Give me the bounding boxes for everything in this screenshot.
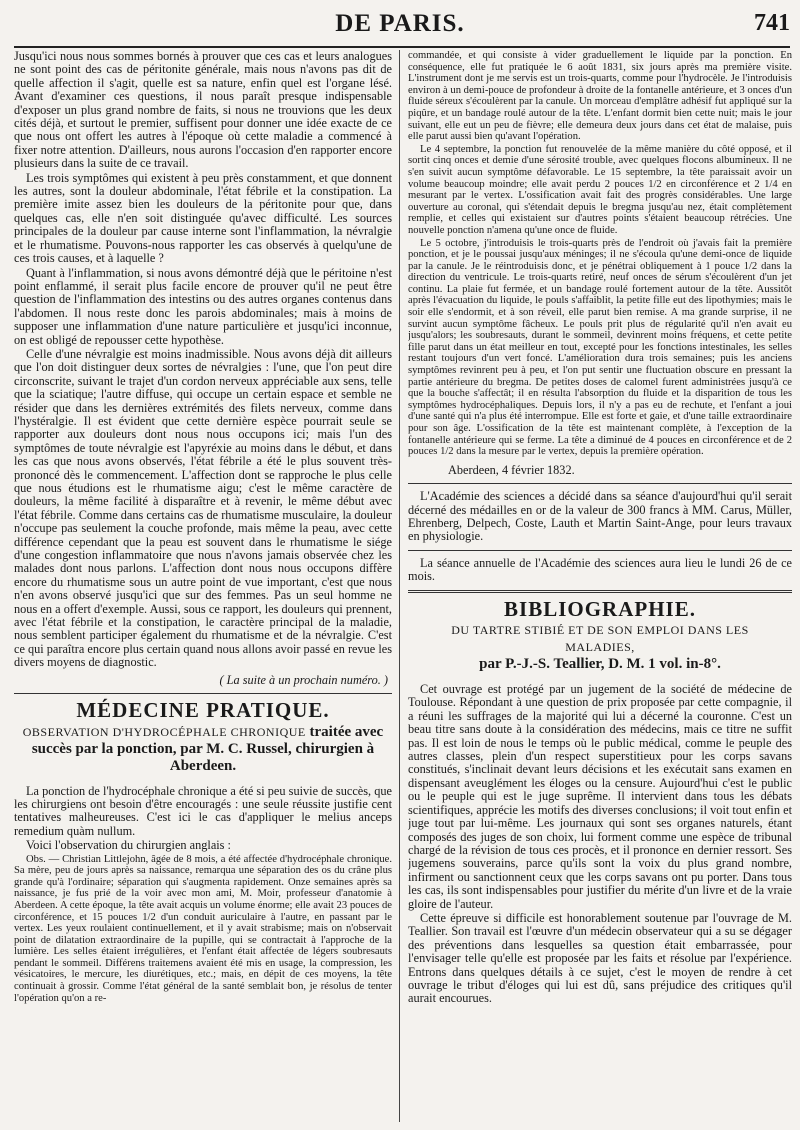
right-column — [408, 50, 792, 1122]
section-divider — [408, 483, 792, 484]
paragraph: Cette épreuve si difficile est honorablement soutenue par l'ouvrage de M. Teallier. Son travail est l'œuvre d'un médecin observateur qui a su se dégager des préventions dans lesquelles sa question était embarrassée, pour l'envisager telle qu'elle est proposée par les faits et résolue par l'expérience. Entrons dans quelques détails à ce sujet, c'est le moyen de rendre à cet ouvrage le tribut d'éloges qui lui est dû, sans préjudice des critiques qu'il aurait encourues. — [408, 910, 792, 1006]
book-title-main: par P.-J.-S. Teallier, D. M. 1 vol. in-8°. — [479, 656, 721, 673]
left-column — [14, 50, 392, 1122]
page-header — [0, 0, 800, 44]
observation-continued — [408, 50, 792, 458]
book-title-small: DU TARTRE STIBIÉ ET DE SON EMPLOI DANS LES MALADIES, — [451, 623, 749, 655]
paragraph: Voici l'observation du chirurgien anglais : — [26, 838, 231, 853]
paragraph: Celle d'une névralgie est moins inadmissible. Nous avons déjà dit ailleurs que l'on doit distinguer deux sortes de névralgies : l'une, que l'on peut dire circonscrite, suivant le trajet d'un cordon nerveux appréciable aux sens, telle que la sciatique; l'autre diffuse, qui occupe un certain espace et semble ne résider que dans les dernières extrémités des filets nerveux, comme dans l'hystéralgie. Il est évident que cette dernière espèce pourrait seule se rapporter aux douleurs dont nous nous occupons ici; mais l'un des symptômes de toute névralgie est l'apyréxie au moins dans le début, et dans les cas que nous avons observés, l'état fébrile a été le plus souvent très-prononcé dès le commencement. L'affection dont se rapproche le plus celle que nous étudions est le rhumatisme aigu; c'est le même caractère de douleurs, la même facilité à disparaître et à revenir, le même début avec l'état fébrile. Comme dans certains cas de rhumatisme musculaire, la douleur n'occupe pas seulement la couche profonde, mais même la peau, avec cette différence cependant que la peau est souvent dans le rhumatisme le siége d'une congestion inflammatoire que nous n'avons jamais observée chez les malades dont nous parlons. L'affection dont nous nous occupons diffère encore du rhumatisme sous un autre point de vue important, c'est que nous n'en avons observé jusqu'ici que sur des femmes. Pas un seul homme ne nous en a offert d'exemple. Aussi, sous ce rapport, les douleurs qui prennent, avec l'état fébrile et la constipation, le caractère principal de la maladie, nous semblent participer également du rhumatisme et de la névralgie. C'est ce qui paraîtra encore plus certain quand nous allons avoir passé en revue les divers moyens de diagnostic. — [14, 346, 392, 670]
academy-session-notice: La séance annuelle de l'Académie des sciences aura lieu le lundi 26 de ce mois. — [408, 555, 792, 584]
article-title-small: OBSERVATION D'HYDROCÉPHALE CHRONIQUE — [22, 724, 306, 739]
paragraph: La ponction de l'hydrocéphale chronique a été si peu suivie de succès, que les chirurgiens ont besoin d'être encouragés : une seule réussite justifie cent tentatives malheureuses. C'est ici le cas d'appliquer le melius anceps remedium quàm nullum. — [14, 783, 392, 838]
section-divider — [408, 590, 792, 593]
observation-text: Obs. — Christian Littlejohn, âgée de 8 mois, a été affectée d'hydrocéphale chronique. Sa mère, peu de jours après sa naissance, remarqua une séparation des os du crâne plus grande qu'à l'ordinaire; séparation qui s'augmenta rapidement. Onze semaines après sa naissance, je fus prié de la voir avec mon ami, M. Moir, professeur d'anatomie à Aberdeen. A cette époque, la tête avait acquis un volume énorme; elle avait 23 pouces de circonférence, et 15 pouces 1/2 d'un conduit auriculaire à l'autre, en passant par le vertex. Les yeux roulaient continuellement, et il y avait strabisme; mais on n'observait point de dilatation extraordinaire de la pupille, qui se contractait à l'approche de la lumière. Les selles étaient irrégulières, et l'enfant était affectée de légers soubresauts pendant le sommeil. Différens traitemens avaient été mis en usage, la compression, les vésicatoires, le mercure, les diurétiques, etc.; mais, en dépit de ces moyens, la tête continuait à grossir. Comme l'état général de la santé semblait bon, je résolus de tenter l'opération qu'on a re- — [14, 853, 392, 1004]
observation-block — [14, 854, 392, 1005]
article-title — [22, 724, 384, 775]
dateline: Aberdeen, 4 février 1832. — [448, 462, 575, 477]
observation-paragraph: commandée, et qui consiste à vider graduellement le liquide par la ponction. En conséquence, elle fut pratiquée le 6 août 1831, six jours après ma première visite. L'instrument dont je me servis est un trois-quarts, comme pour l'hydrocèle. Je l'introduisis environ à un demi-pouce de profondeur à droite de la fontanelle antérieure, et 3 onces d'un fluide séreux s'écoulèrent par la canule. Un morceau d'emplâtre adhésif fut appliqué sur la piqûre, et un bandage roulé autour de la tête. L'enfant dormit bien cette nuit; mais le jour suivant, elle eut un peu de fièvre; elle demeura deux jours dans cet état de malaise, puis elle parut aussi bien qu'avant l'opération. — [408, 50, 792, 143]
section-title-bibliographie: BIBLIOGRAPHIE. — [504, 596, 696, 621]
header-rule — [14, 46, 790, 48]
book-title — [416, 622, 784, 673]
article-title-main: traitée avec succès par la ponction, par M. C. Russel, chirurgien à Aberdeen. — [31, 723, 384, 774]
column-divider — [399, 50, 400, 1122]
paragraph: Jusqu'ici nous nous sommes bornés à prouver que ces cas et leurs analogues ne sont point des cas de péritonite générale, mais nous n'avons pas dit de quelle affection il s'agit, quelle est sa nature, enfin quel est l'organe lésé. Avant d'examiner ces questions, il nous paraît presque indispensable d'exposer un plus grand nombre de faits, si nous ne trouvions que les deux cités déjà, et surtout le premier, suffisent pour donner une idée exacte de ce que nous ont offert les autres à l'époque où cette maladie a commencé à fixer notre attention. D'ailleurs, nous aurons l'occasion d'en rapporter encore plusieurs dans la suite de ce travail. — [14, 50, 392, 171]
paragraph: Les trois symptômes qui existent à peu près constamment, et que donnent les autres, sont la douleur abdominale, l'état fébrile et la constipation. La première imite assez bien les douleurs de la péritonite pour que, dans quelques cas, elle n'en soit distinguée qu'avec difficulté. Les sources principales de la douleur par cause interne sont l'inflammation, la névralgie et le rhumatisme. Pouvons-nous rapporter les cas observés à quelqu'une de ces trois causes, et à laquelle ? — [14, 170, 392, 266]
running-title: DE PARIS. — [335, 10, 465, 37]
observation-paragraph: Le 4 septembre, la ponction fut renouvelée de la même manière du côté opposé, et il sortit cinq onces et demie d'une sérosité trouble, avec quelques flocons albumineux. Il ne s'en suivit aucun symptôme défavorable. Le 15 septembre, la tête paraissait avoir un volume beaucoup moindre; elle avait perdu 2 pouces 1/2 en circonférence et 2 1/4 en mesurant par le vertex. L'ossification avait fait des progrès considérables. Une large ouverture au coronal, qui s'étendait depuis le bregma jusqu'au nez, était complètement remplie, et celles qui existaient sur d'autres points s'étaient beaucoup rétrécies. Une nouvelle ponction n'amena qu'une once de fluide. — [408, 143, 792, 236]
paragraph: Quant à l'inflammation, si nous avons démontré déjà que le péritoine n'est point enflammé, il serait plus facile encore de prouver qu'il ne peut être question de l'inflammation des intestins ou des autres organes contenus dans l'abdomen. Il nous reste donc les parois abdominales; mais à moins de supposer une inflammation d'une nature particulière et jusqu'ici inconnue, on est obligé de repousser cette hypothèse. — [14, 265, 392, 347]
paragraph: Cet ouvrage est protégé par un jugement de la société de médecine de Toulouse. Répondant à une question de prix proposée par cette compagnie, il a réuni les suffrages de la majorité qui lui a décerné la couronne. C'est un beau titre sans doute à la considération des médecins, mais ce titre ne suffit pas. Il est loin de nous le temps où le public médical, comme le peuple des autres classes, plein d'un respect superstitieux pour les corps savans constitués, s'inclinait devant leurs décisions et les exécutait sans examen en dispensant aveuglément les éloges ou la censure. Aujourd'hui c'est le public ou le peuple qui est le juge suprême. Il intervient dans tous les débats scientifiques, apprécie les motifs des diverses conclusions; il voit tout enfin et juge tout par lui-même. Les journaux qui sont ses organes naturels, étant composés des juges de son choix, lui forment comme une espèce de tribunal chargé de la révision de tous ces procès, et il prononce en dernier ressort. Ses jugemens souverains, parce qu'ils sont la voix du plus grand nombre, infirment ou sanctionnent ceux que les corps savans ont pu porter. Dans tous les cas, ils sont indispensables pour justifier du mérite d'un livre et de la vraie gloire de l'auteur. — [408, 682, 792, 911]
continued-note: ( La suite à un prochain numéro. ) — [219, 672, 388, 687]
section-divider — [14, 693, 392, 694]
section-divider — [408, 550, 792, 551]
page-number: 741 — [754, 10, 790, 36]
section-title-medecine-pratique: MÉDECINE PRATIQUE. — [76, 698, 330, 723]
academy-notice: L'Académie des sciences a décidé dans sa séance d'aujourd'hui qu'il serait décerné des médailles en or de la valeur de 300 francs à MM. Carus, Müller, Ehrenberg, Delpech, Coste, Lauth et Martin Saint-Ange, pour leurs travaux en physiologie. — [408, 489, 792, 544]
observation-paragraph: Le 5 octobre, j'introduisis le trois-quarts près de l'endroit où j'avais fait la première ponction, et je le poussai jusqu'aux méninges; il ne s'écoula qu'une demi-once de liquide par la canule. Je le réintroduisis donc, et je pénétrai obliquement à 1 pouce 1/2 dans la direction du ventricule. Le trois-quarts retiré, neuf onces de sérum s'écoulèrent d'un jet continu. La plaie fut fermée, et un bandage roulé fortement autour de la tête. Aussitôt après l'évacuation du liquide, le pouls s'affaiblit, la petite fille eut des lipothymies; mais le soir elle s'endormit, et à son réveil, elle parut bien remise. A ma grande surprise, il ne survint aucun symptôme fâcheux. Le pouls prit plus de régularité qu'il n'en avait eu jusqu'alors; les soubresauts, durant le sommeil, devinrent moins fréquens, et cette petite fille parut dans un état meilleur en tout, excepté pour les fonctions intestinales, les selles restant toujours d'un vert foncé. L'amélioration dura trois semaines; puis les anciens symptômes revinrent peu à peu, et l'on put sentir une fluctuation obscure en pressant la partie antérieure du bregma. De petites doses de calomel furent administrées jusqu'à ce que la bouche s'affectât; il en résulta l'absorption du fluide et la disparition de tous les symptômes hydrocéphaliques. Depuis lors, il n'y a pas eu de rechute, et l'enfant a joui d'une santé qui n'a plus été interrompue. Elle est forte et gaie, et d'une taille extraordinaire pour son âge. L'ossification de la tête est maintenant complète, à l'exception de la fontanelle antérieure qui se ferme. La tête a diminué de 4 pouces en circonférence et de 2 pouces 1/2 dans la mesure par le vertex, depuis la première opération. — [408, 237, 792, 458]
